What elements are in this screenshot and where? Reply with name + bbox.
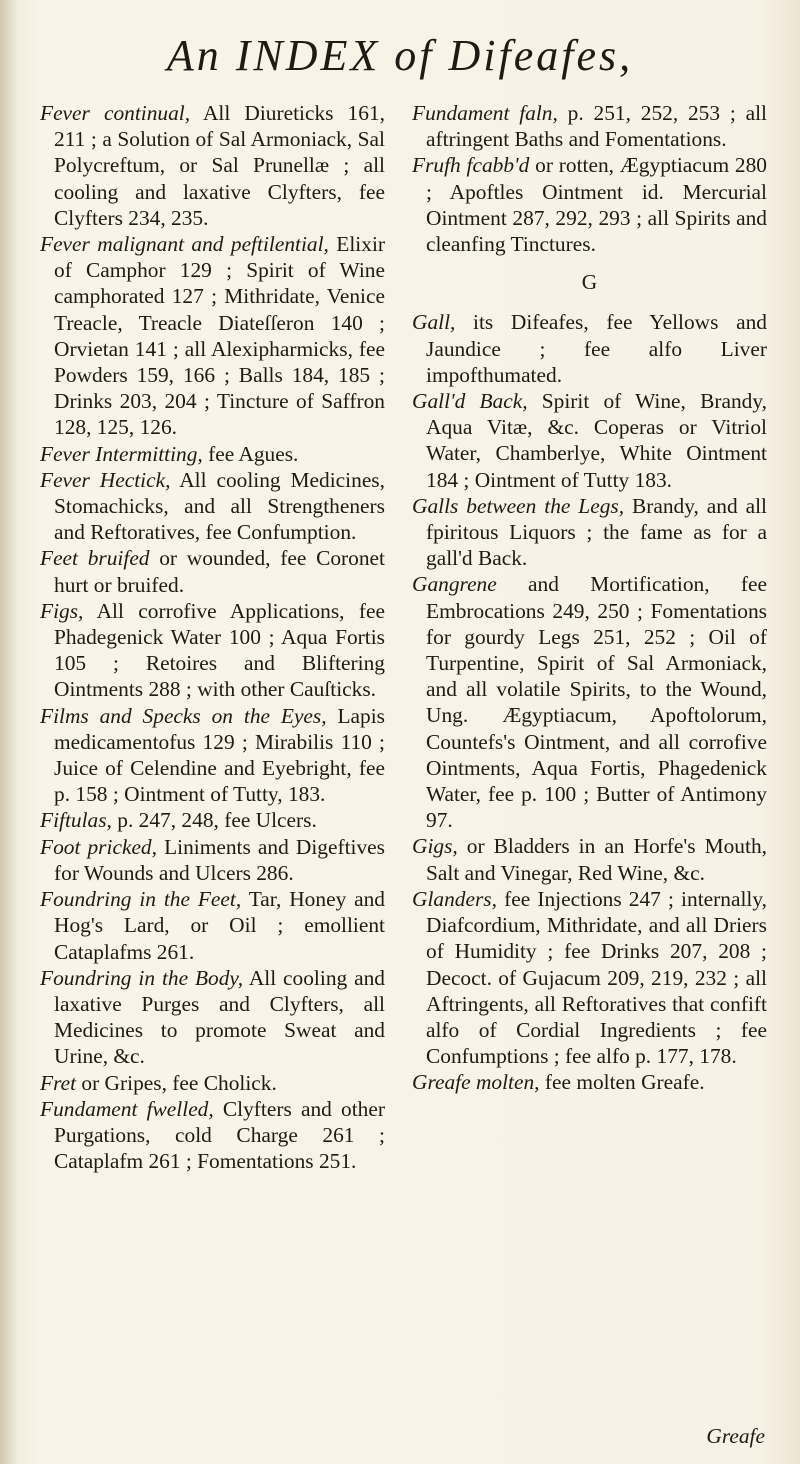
index-entry <box>412 388 767 493</box>
entry-text: fee Agues. <box>202 441 299 466</box>
entry-heading: Frufh fcabb'd <box>412 153 530 178</box>
entry-text: Elixir of Camphor 129 ; Spirit of Wine camphorated 127 ; Mithridate, Venice Treacle, Treacle Diateſſeron 140 ; Orvietan 141 ; all Alexipharmicks, fee Powders 159, 166 ; Balls 184, 185 ; Drinks 203, 204 ; Tincture of Saffron 128, 125, 126. <box>54 232 386 440</box>
entry-heading: Gall, <box>412 310 456 335</box>
entry-heading: Fiftulas, <box>40 808 112 833</box>
index-entry <box>412 833 767 885</box>
entry-heading: Galls between the Legs, <box>412 493 625 518</box>
index-entry <box>40 965 385 1070</box>
index-entry <box>40 100 385 231</box>
entry-text: Tar, Honey and Hog's Lard, or Oil ; emollient Cataplafms 261. <box>54 887 386 964</box>
entry-text: Liniments and Digeftives for Wounds and Ulcers 286. <box>54 834 385 885</box>
index-entry <box>412 152 767 257</box>
binding-shadow <box>0 0 18 1464</box>
section-letter <box>412 269 767 295</box>
entry-text: Lapis medicamentofus 129 ; Mirabilis 110 ; Juice of Celendine and Eyebright, fee p. 158 ; Ointment of Tutty, 183. <box>54 703 386 807</box>
entry-heading: G <box>581 270 598 295</box>
entry-heading: Gangrene <box>412 572 497 597</box>
left-column <box>40 100 385 1174</box>
entry-text: p. 247, 248, fee Ulcers. <box>111 808 317 833</box>
entry-heading: Fundament faln, <box>412 101 558 125</box>
index-entry <box>412 493 767 572</box>
entry-heading: Foot pricked, <box>40 834 157 859</box>
index-entry <box>40 834 385 886</box>
entry-text: fee Injections 247 ; internally, Diafcordium, Mithridate, and all Driers of Humidity ; fee Drinks 207, 208 ; Decoct. of Gujacum 209, 219, 232 ; all Aftringents, all Reftoratives that confift alfo of Cordial Ingredients ; fee Confumptions ; fee alfo p. 177, 178. <box>426 886 767 1069</box>
index-entry <box>40 703 385 808</box>
entry-heading: Glanders, <box>412 886 497 911</box>
index-entry <box>412 100 767 152</box>
index-entry <box>40 441 385 467</box>
entry-text: p. 251, 252, 253 ; all aftringent Baths and Fomentations. <box>426 101 767 152</box>
entry-heading: Fever Intermitting, <box>40 441 203 466</box>
index-entry <box>40 886 385 965</box>
index-entry <box>412 571 767 833</box>
entry-heading: Foundring in the Body, <box>40 965 244 990</box>
entry-heading: Fever malignant and peftilential, <box>40 232 329 257</box>
index-entry <box>40 1096 385 1175</box>
entry-heading: Films and Specks on the Eyes, <box>40 703 327 728</box>
index-entry <box>40 1070 385 1096</box>
entry-text: or wounded, fee Coronet hurt or bruifed. <box>54 546 385 597</box>
index-entry <box>40 598 385 703</box>
entry-text: All cooling Medicines, Stomachicks, and all Strengtheners and Reftoratives, fee Confumption. <box>54 467 385 545</box>
entry-heading: Figs, <box>40 598 84 623</box>
entry-text: Clyfters and other Purgations, cold Charge 261 ; Cataplafm 261 ; Fomentations 251. <box>54 1096 385 1174</box>
entry-text: or Gripes, fee Cholick. <box>76 1070 277 1095</box>
entry-text: All corrofive Applications, fee Phadegenick Water 100 ; Aqua Fortis 105 ; Retoires and Bliftering Ointments 288 ; with other Cauſticks. <box>54 598 385 702</box>
entry-text: All Diureticks 161, 211 ; a Solution of Sal Armoniack, Sal Polycreftum, or Sal Prunellæ ; all cooling and laxative Clyfters, fee Clyfters 234, 235. <box>54 101 385 230</box>
index-entry <box>40 807 385 833</box>
entry-text: its Difeafes, fee Yellows and Jaundice ; fee alfo Liver impofthumated. <box>426 310 767 387</box>
page-title: An INDEX of Difeafes, <box>166 31 634 80</box>
entry-heading: Gigs, <box>412 834 458 859</box>
entry-text: Spirit of Wine, Brandy, Aqua Vitæ, &c. Coperas or Vitriol Water, Chamberlye, White Ointment 184 ; Ointment of Tutty 183. <box>426 389 767 492</box>
catchword: Greafe <box>706 1424 765 1448</box>
index-entry <box>412 309 767 388</box>
index-entry <box>40 545 385 597</box>
entry-heading: Gall'd Back, <box>412 389 528 414</box>
entry-text: fee molten Greafe. <box>539 1070 705 1095</box>
entry-heading: Fever Hectick, <box>40 467 171 492</box>
entry-text: or rotten, Ægyptiacum 280 ; Apoftles Ointment id. Mercurial Ointment 287, 292, 293 ; all Spirits and cleanfing Tinctures. <box>426 153 767 257</box>
entry-heading: Fever continual, <box>40 101 191 125</box>
entry-heading: Greafe molten, <box>412 1070 540 1095</box>
index-entry <box>40 231 385 441</box>
entry-heading: Feet bruifed <box>40 546 150 571</box>
index-entry <box>412 1069 767 1095</box>
index-entry <box>412 886 767 1069</box>
entry-text: or Bladders in an Horfe's Mouth, Salt and Vinegar, Red Wine, &c. <box>426 834 767 885</box>
entry-heading: Fundament fwelled, <box>40 1096 214 1121</box>
entry-text: and Mortification, fee Embrocations 249, 250 ; Fomentations for gourdy Legs 251, 252 ; Oil of Turpentine, Spirit of Sal Armoniack, and all volatile Spirits, to the Wound, Ung. Ægyptiacum, Apoftolorum, Countefs's Ointment, and all corrofive Ointments, Aqua Fortis, Phagedenick Water, fee p. 100 ; Butter of Antimony 97. <box>426 572 767 833</box>
entry-heading: Foundring in the Feet, <box>40 887 242 912</box>
entry-text: All cooling and laxative Purges and Clyfters, all Medicines to promote Sweat and Urine, &c. <box>54 965 385 1069</box>
right-column <box>412 100 767 1096</box>
entry-heading: Fret <box>40 1070 77 1095</box>
entry-text: Brandy, and all fpiritous Liquors ; the fame as for a gall'd Back. <box>426 493 767 571</box>
index-entry <box>40 467 385 546</box>
